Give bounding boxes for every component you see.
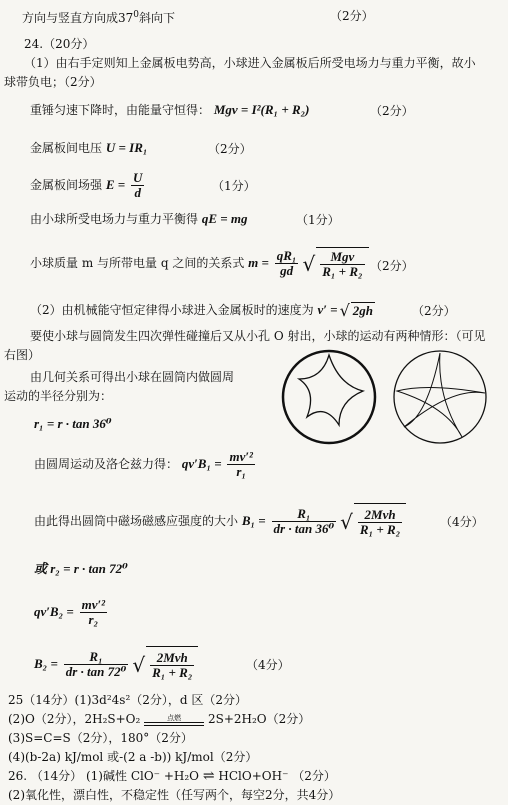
b1-line: 由此得出圆筒中磁场磁感应强度的大小 B₁ = $\frac{\text{R₁}}{\text{dr · tan 36⁰}}$ √ $\frac{\text{2Mvh}}{\text{R₁ + R₂}}$ bbox=[34, 503, 406, 540]
r1-eq: r₁ = r · tan 36⁰ bbox=[34, 416, 112, 431]
eq3-line: 金属板间场强 E = $\frac{U}{d}$ bbox=[30, 170, 143, 200]
eq4: qE = mg bbox=[201, 211, 248, 226]
eq1-line: 重锤匀速下降时，由能量守恒得： Mgv = I²(R₁ + R₂) bbox=[30, 102, 310, 117]
eq2-line: 金属板间电压 U = IR₁ bbox=[30, 140, 148, 155]
q25-l3: (3)S=C=S（2分），180°（2分） bbox=[8, 731, 193, 745]
figure-right bbox=[394, 351, 486, 443]
p4a: 由几何关系可得出小球在圆筒内做圆周 bbox=[30, 370, 235, 384]
r2-eq: 或 r₂ = r · tan 72⁰ bbox=[34, 561, 128, 576]
l2-line: qv′B₂ = $\frac{\text{mv′²}}{\text{r₂}}$ bbox=[34, 597, 106, 627]
p2-points: （2分） bbox=[412, 304, 456, 318]
figure-left bbox=[283, 351, 375, 443]
b2-line: B₂ = $\frac{\text{R₁}}{\text{dr · tan 72⁰}}$ √ $\frac{\text{2Mvh}}{\text{R₁ + R₂}}$ bbox=[34, 646, 198, 683]
eq3-fraction: $\frac{U}{d}$ bbox=[133, 170, 143, 200]
q24-p1a: （1）由右手定则知上金属板电势高，小球进入金属板后所受电场力与重力平衡，故小 bbox=[24, 56, 476, 70]
q26-l1: 26. （14分） (1)碱性 ClO⁻ +H₂O ⇌ HClO+OH⁻ （2分） bbox=[8, 768, 336, 784]
eq1: Mgv = I²(R₁ + R₂) bbox=[213, 102, 310, 117]
q25-l4: (4)(b-2a) kJ/mol 或-(2 a -b)) kJ/mol（2分） bbox=[8, 750, 258, 764]
equilibrium-arrow: ⇌ bbox=[202, 768, 215, 784]
p3b: 右图） bbox=[4, 348, 41, 362]
p3a: 要使小球与圆筒发生四次弹性碰撞后又从小孔 O 射出，小球的运动有两种情形：（可见 bbox=[30, 329, 486, 343]
reaction-condition: 点燃 bbox=[144, 714, 204, 726]
eq5-points: （2分） bbox=[370, 259, 414, 273]
q24-p1b: 球带负电；（2分） bbox=[4, 75, 102, 89]
p2-line: （2）由机械能守恒定律得小球进入金属板时的速度为 v′ = √ 2gh bbox=[30, 300, 373, 320]
b2-points: （4分） bbox=[246, 658, 290, 672]
q25-l1: 25（14分）(1)3d²4s²（2分），d 区（2分） bbox=[8, 693, 248, 707]
eq2: U = IR₁ bbox=[105, 140, 148, 155]
b1-points: （4分） bbox=[440, 515, 484, 529]
eq2-points: （2分） bbox=[208, 142, 252, 156]
q25-l2: (2)O（2分），2H₂S+O₂ 点燃 2S+2H₂O（2分） bbox=[8, 712, 311, 726]
sqrt-sign: √ bbox=[302, 251, 316, 276]
q26-l2: (2)氧化性，漂白性，不稳定性（任写两个，每空2分，共4分） bbox=[8, 788, 341, 802]
points-l1: （2分） bbox=[330, 9, 374, 23]
eq1-points: （2分） bbox=[370, 104, 414, 118]
p4b: 运动的半径分别为： bbox=[4, 389, 113, 403]
q24-header: 24.（20分） bbox=[24, 37, 95, 51]
eq3-points: （1分） bbox=[212, 179, 256, 193]
line-direction: 方向与竖直方向成$37^0$斜向下 bbox=[22, 10, 176, 25]
trajectory-figures bbox=[277, 347, 502, 447]
eq4-points: （1分） bbox=[296, 213, 340, 227]
eq5-line: 小球质量 m 与所带电量 q 之间的关系式 m = $\frac{\text{qR₁}}{gd}$ √ $\frac{\text{Mgv}}{\text{R₁ + R₂}}$ bbox=[30, 247, 369, 280]
lorentz-line: 由圆周运动及洛仑兹力得： qv′B₁ = $\frac{\text{mv′²}}{\text{r₁}}$ bbox=[34, 449, 253, 479]
eq4-line: 由小球所受电场力与重力平衡得 qE = mg bbox=[30, 211, 248, 226]
